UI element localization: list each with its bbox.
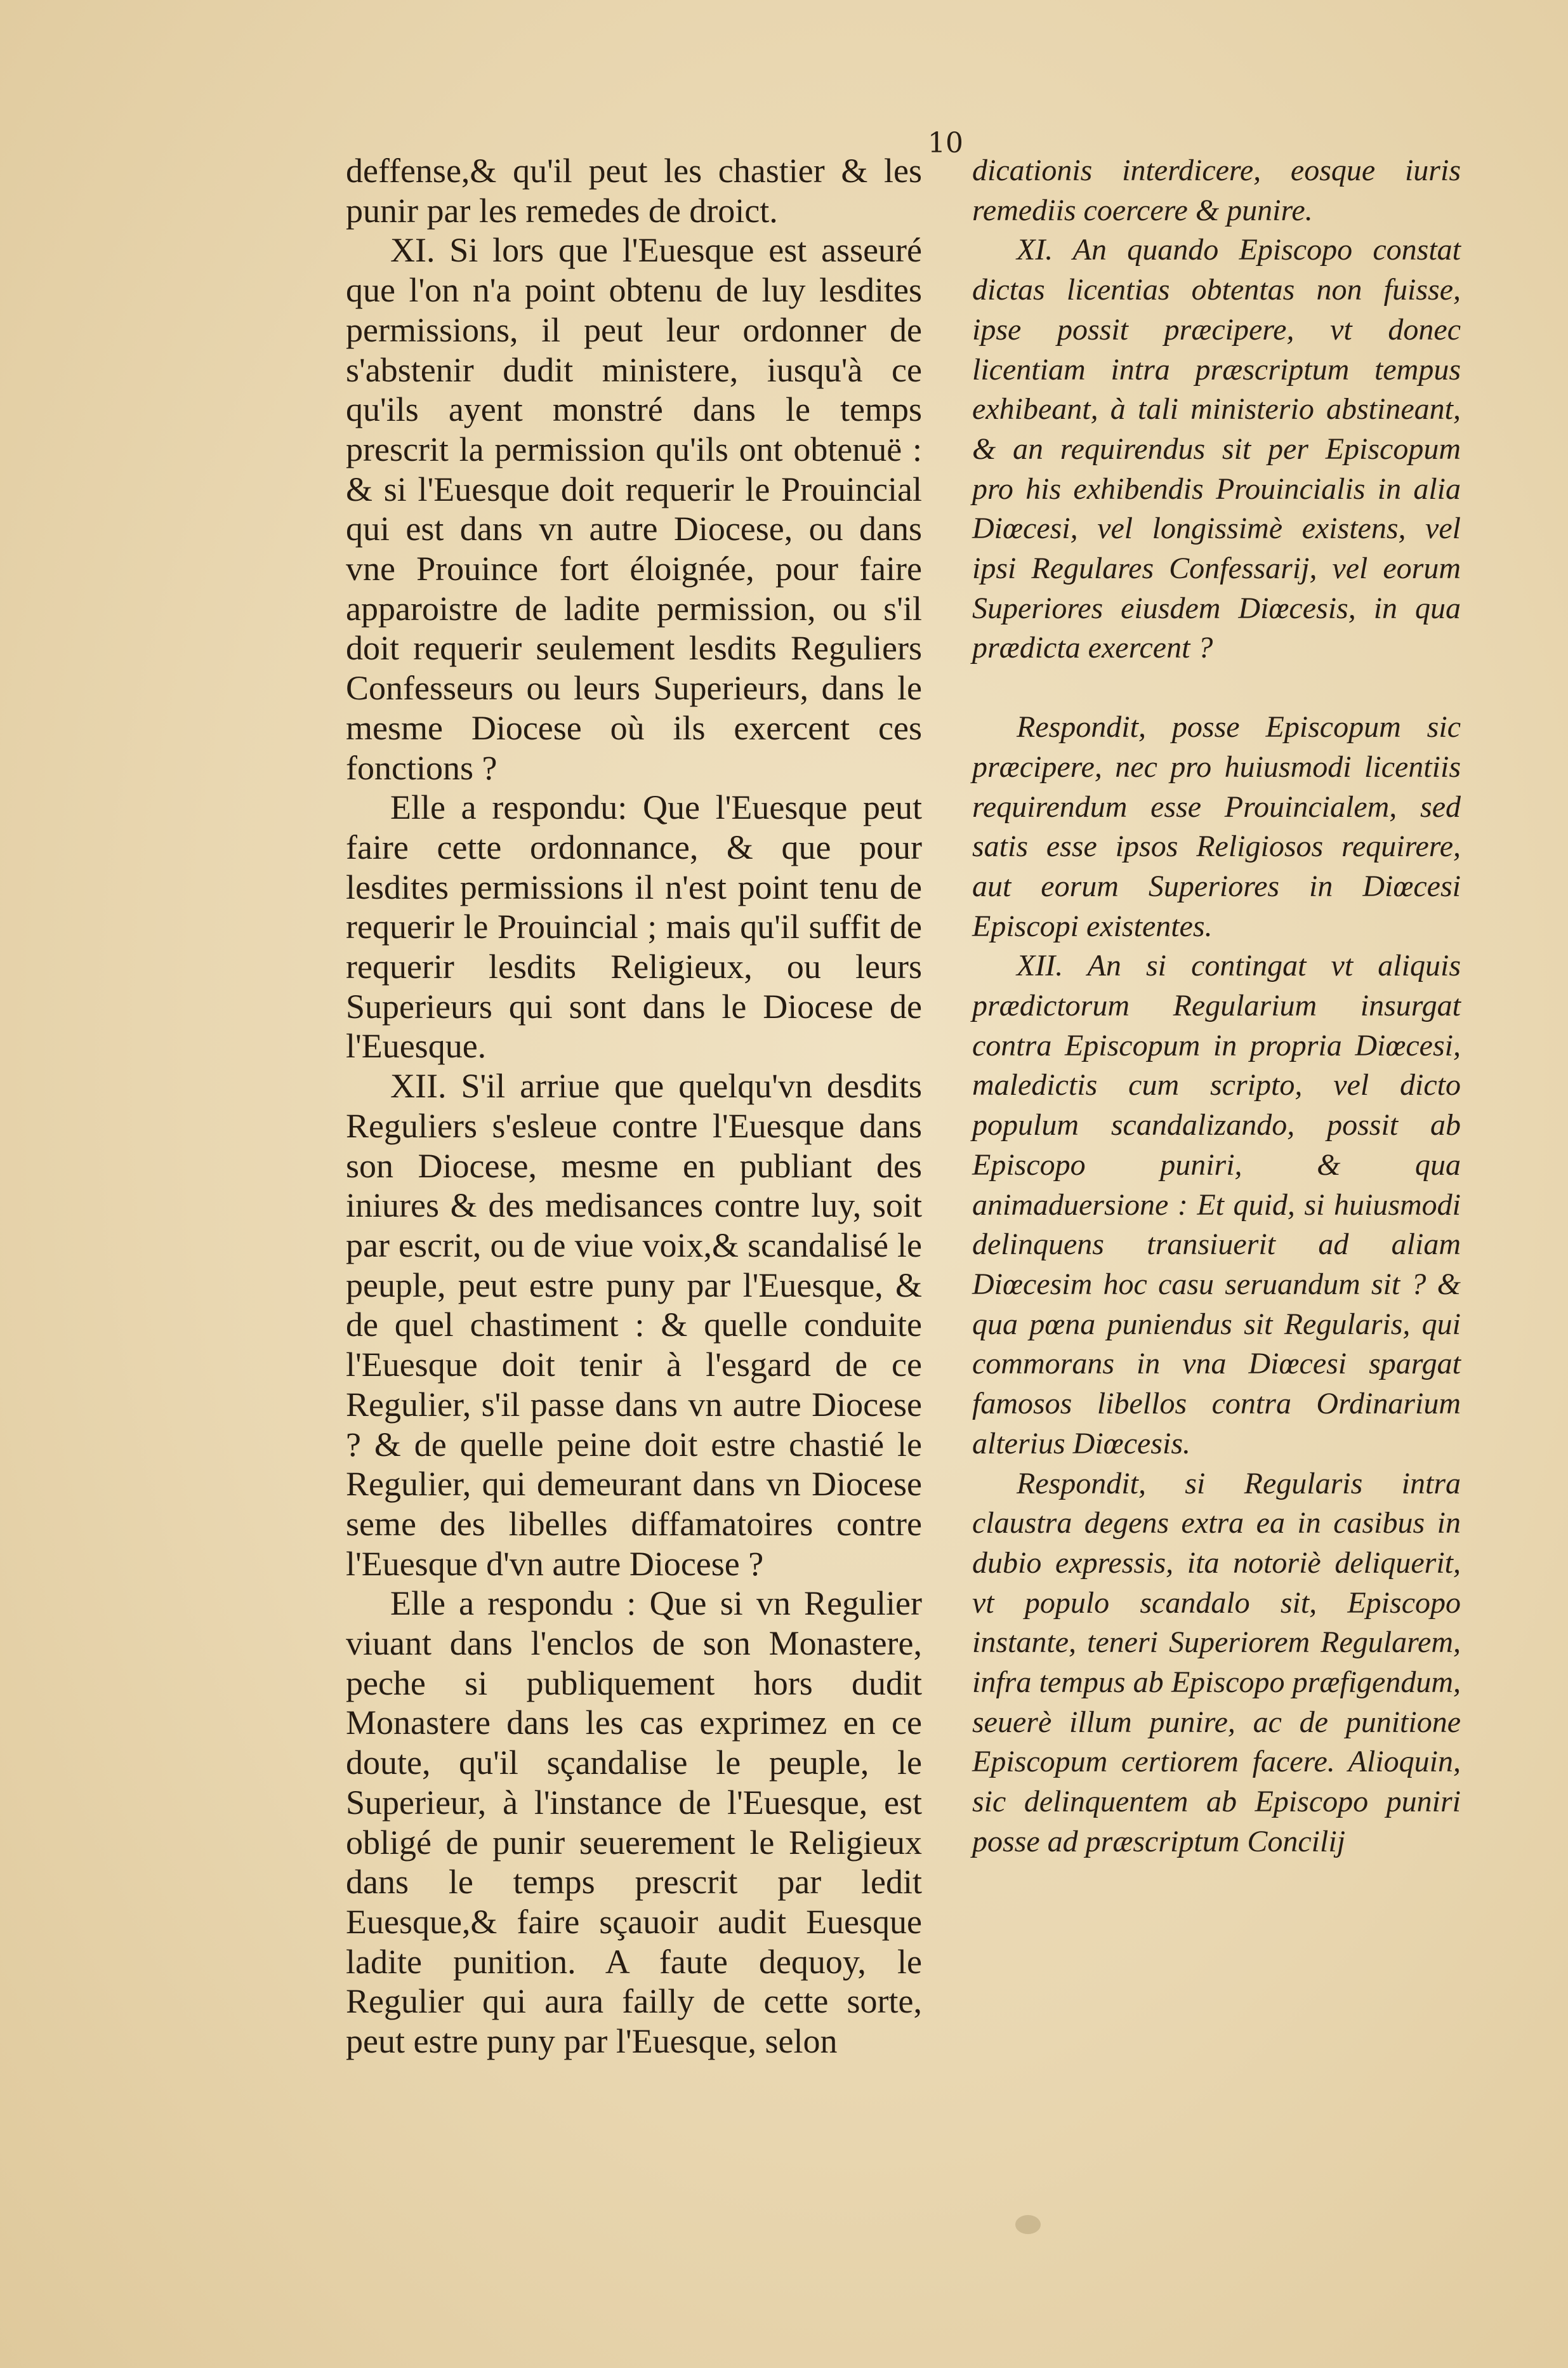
- answer-xii: Elle a respondu : Que si vn Regulier viuant dans l'enclos de son Monastere, peche si publiquement hors dudit Monastere dans les cas exprimez en ce doute, qu'il sçandalise le peuple, le Superieur, à l'instance de l'Euesque, est obligé de punir seuerement le Religieux dans le temps prescrit par ledit Euesque,& faire sçauoir audit Euesque ladite punition. A faute dequoy, le Regulier qui aura failly de cette sorte, peut estre puny par l'Euesque, selon: [346, 1584, 922, 2061]
- answer-xi: Elle a respondu: Que l'Euesque peut faire cette ordonnance, & que pour lesdites permissions il n'est point tenu de requerir le Prouincial ; mais qu'il suffit de requerir lesdits Religieux, ou leurs Superieurs qui sont dans le Diocese de l'Euesque.: [346, 788, 922, 1066]
- page-number: 10: [928, 127, 963, 159]
- question-xii: XII. An si contingat vt aliquis prædictorum Regularium insurgat contra Episcopum in propria Diœcesi, maledictis cum scripto, vel dicto populum scandalizando, possit ab Episcopo puniri, & qua animaduersione : Et quid, si huiusmodi delinquens transiuerit ad aliam Diœcesim hoc casu seruandum sit ? & qua pœna puniendus sit Regularis, qui commorans in vna Diœcesi spargat famosos libellos contra Ordinarium alterius Diœcesis.: [972, 949, 1461, 1460]
- question-xii: XII. S'il arriue que quelqu'vn desdits Reguliers s'esleue contre l'Euesque dans son Diocese, mesme en publiant des iniures & des medisances contre luy, soit par escrit, ou de viue voix,& scandalisé le peuple, peut estre puny par l'Euesque, & de quel chastiment : & quelle conduite l'Euesque doit tenir à l'esgard de ce Regulier, s'il passe dans vn autre Diocese ? & de quelle peine doit estre chastié le Regulier, qui demeurant dans vn Diocese seme des libelles diffamatoires contre l'Euesque d'vn autre Diocese ?: [346, 1067, 922, 1583]
- question-xi: XI. Si lors que l'Euesque est asseuré que l'on n'a point obtenu de luy lesdites permissions, il peut leur ordonner de s'abstenir dudit ministere, iusqu'à ce qu'ils ayent monstré dans le temps prescrit la permission qu'ils ont obtenuë : & si l'Euesque doit requerir le Prouincial qui est dans vn autre Diocese, ou dans vne Prouince fort éloignée, pour faire apparoistre de ladite permission, ou s'il doit requerir seulement lesdits Reguliers Confesseurs ou leurs Superieurs, dans le mesme Diocese où ils exercent ces fonctions ?: [346, 231, 922, 787]
- paragraph-continuation: deffense,& qu'il peut les chastier & les punir par les remedes de droict.: [346, 152, 922, 230]
- ink-stain: [1015, 2215, 1041, 2234]
- paragraph-continuation: dicationis interdicere, eosque iuris remediis coercere & punire.: [972, 154, 1461, 227]
- answer-xii: Respondit, si Regularis intra claustra degens extra ea in casibus in dubio expressis, ita notoriè deliquerit, vt populo scandalo sit, Episcopo instante, teneri Superiorem Regularem, infra tempus ab Episcopo præfigendum, seuerè illum punire, ac de punitione Episcopum certiorem facere. Alioquin, sic delinquentem ab Episcopo puniri posse ad præscriptum Concilij: [972, 1466, 1461, 1858]
- answer-xi: Respondit, posse Episcopum sic præcipere, nec pro huiusmodi licentiis requirendum esse Prouincialem, sed satis esse ipsos Religiosos requirere, aut eorum Superiores in Diœcesi Episcopi existentes.: [972, 710, 1461, 943]
- latin-column: [972, 151, 1461, 1862]
- question-xi: XI. An quando Episcopo constat dictas licentias obtentas non fuisse, ipse possit præcipere, vt donec licentiam intra præscriptum tempus exhibeant, à tali ministerio abstineant, & an requirendus sit per Episcopum pro his exhibendis Prouincialis in alia Diœcesi, vel longissimè existens, vel ipsi Regulares Confessarij, vel eorum Superiores eiusdem Diœcesis, in qua prædicta exercent ?: [972, 233, 1461, 665]
- french-column: [346, 151, 922, 2061]
